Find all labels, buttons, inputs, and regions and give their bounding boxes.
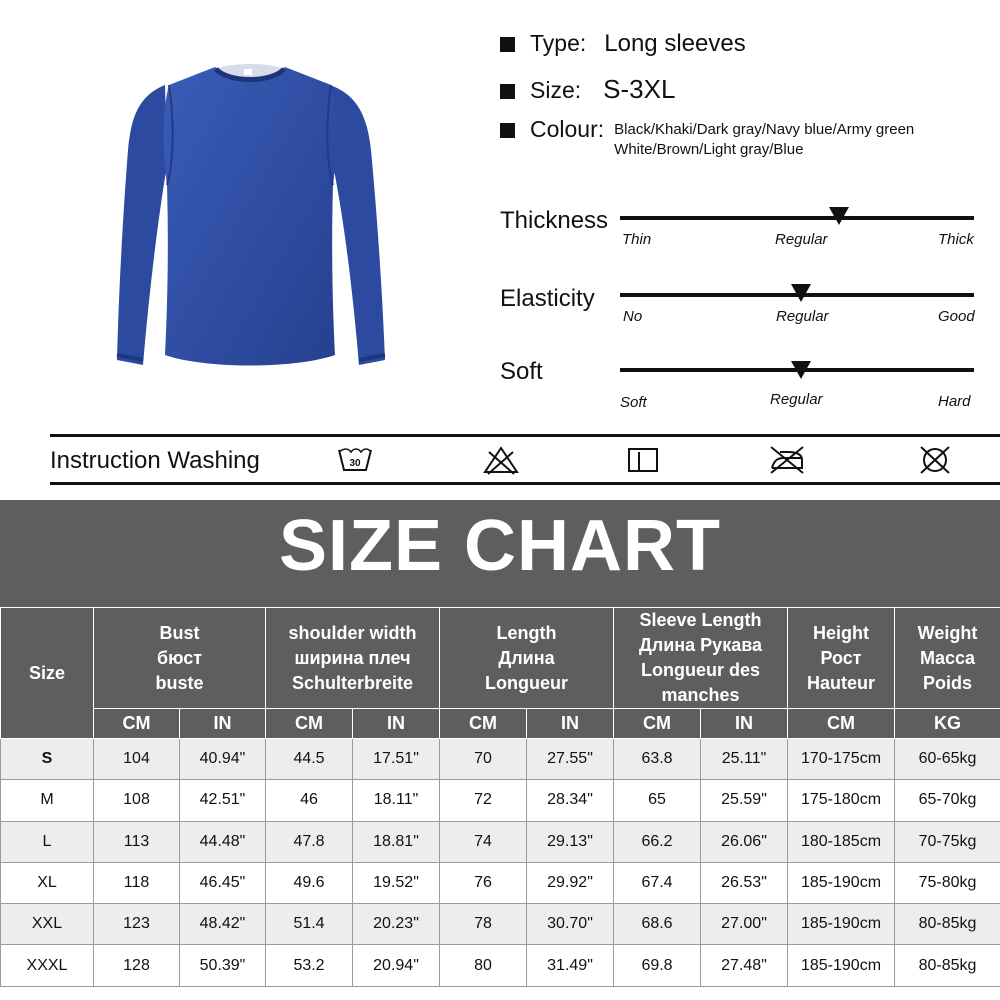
divider-bottom bbox=[50, 482, 1000, 485]
table-cell: 118 bbox=[94, 862, 180, 903]
table-cell: 26.06" bbox=[701, 821, 788, 862]
table-cell: 27.48" bbox=[701, 945, 788, 986]
scale-right-thickness: Thick bbox=[938, 231, 974, 248]
table-cell: 67.4 bbox=[614, 862, 701, 903]
spec-colour-value bbox=[614, 115, 914, 160]
scale-marker-elasticity bbox=[791, 284, 811, 302]
spec-colour-label: Colour: bbox=[530, 116, 605, 142]
table-cell: 49.6 bbox=[266, 862, 353, 903]
table-cell: 46.45" bbox=[180, 862, 266, 903]
unit-cell: CM bbox=[788, 709, 895, 739]
table-cell: 175-180cm bbox=[788, 780, 895, 821]
table-cell: 20.23" bbox=[353, 904, 440, 945]
square-bullet-icon bbox=[500, 84, 515, 99]
colour-line-2: White/Brown/Light gray/Blue bbox=[614, 141, 804, 158]
size-label-cell: S bbox=[1, 739, 94, 780]
table-cell: 46 bbox=[266, 780, 353, 821]
scale-title-soft: Soft bbox=[500, 358, 543, 385]
header-length: Length Длина Longueur bbox=[440, 608, 614, 709]
table-cell: 123 bbox=[94, 904, 180, 945]
spec-size-label: Size: bbox=[530, 77, 582, 103]
header-shoulder-width: shoulder width ширина плеч Schulterbreite bbox=[266, 608, 440, 709]
header-size: Size bbox=[1, 608, 94, 739]
spec-type bbox=[500, 30, 746, 58]
table-row bbox=[1, 862, 1000, 903]
table-cell: 74 bbox=[440, 821, 527, 862]
table-cell: 18.81" bbox=[353, 821, 440, 862]
table-cell: 50.39" bbox=[180, 945, 266, 986]
scale-left-thickness: Thin bbox=[622, 231, 652, 248]
table-cell: 17.51" bbox=[353, 739, 440, 780]
table-cell: 70 bbox=[440, 739, 527, 780]
table-cell: 80-85kg bbox=[895, 945, 1000, 986]
product-shirt-image bbox=[95, 55, 405, 385]
table-cell: 51.4 bbox=[266, 904, 353, 945]
table-cell: 19.52" bbox=[353, 862, 440, 903]
table-cell: 72 bbox=[440, 780, 527, 821]
scale-mid-thickness: Regular bbox=[775, 231, 828, 248]
spec-colour bbox=[500, 115, 914, 160]
table-cell: 104 bbox=[94, 739, 180, 780]
unit-cell: IN bbox=[180, 709, 266, 739]
header-bust: Bust бюст buste bbox=[94, 608, 266, 709]
unit-cell: CM bbox=[266, 709, 353, 739]
table-cell: 180-185cm bbox=[788, 821, 895, 862]
table-cell: 42.51" bbox=[180, 780, 266, 821]
table-cell: 30.70" bbox=[527, 904, 614, 945]
table-cell: 48.42" bbox=[180, 904, 266, 945]
unit-cell: IN bbox=[527, 709, 614, 739]
table-cell: 40.94" bbox=[180, 739, 266, 780]
table-row bbox=[1, 821, 1000, 862]
unit-cell: KG bbox=[895, 709, 1000, 739]
divider-top bbox=[50, 434, 1000, 437]
no-dry-clean-icon bbox=[916, 444, 954, 476]
table-row bbox=[1, 904, 1000, 945]
scale-marker-thickness bbox=[829, 207, 849, 225]
table-cell: 27.55" bbox=[527, 739, 614, 780]
scale-line-thickness bbox=[620, 216, 974, 220]
table-row bbox=[1, 739, 1000, 780]
table-cell: 47.8 bbox=[266, 821, 353, 862]
square-bullet-icon bbox=[500, 37, 515, 52]
table-cell: 113 bbox=[94, 821, 180, 862]
scale-right-elasticity: Good bbox=[938, 308, 975, 325]
table-cell: 80-85kg bbox=[895, 904, 1000, 945]
table-cell: 29.13" bbox=[527, 821, 614, 862]
table-cell: 185-190cm bbox=[788, 945, 895, 986]
wash-temp-label: 30 bbox=[349, 458, 361, 469]
table-cell: 78 bbox=[440, 904, 527, 945]
table-cell: 80 bbox=[440, 945, 527, 986]
table-cell: 27.00" bbox=[701, 904, 788, 945]
table-cell: 108 bbox=[94, 780, 180, 821]
size-label-cell: L bbox=[1, 821, 94, 862]
spec-type-value: Long sleeves bbox=[604, 30, 746, 57]
table-cell: 18.11" bbox=[353, 780, 440, 821]
table-cell: 70-75kg bbox=[895, 821, 1000, 862]
table-units-row bbox=[1, 709, 1000, 739]
table-cell: 66.2 bbox=[614, 821, 701, 862]
scale-title-thickness: Thickness bbox=[500, 207, 609, 234]
spec-type-label: Type: bbox=[530, 30, 587, 56]
table-cell: 31.49" bbox=[527, 945, 614, 986]
scale-right-soft: Hard bbox=[938, 393, 971, 410]
table-cell: 65 bbox=[614, 780, 701, 821]
table-cell: 185-190cm bbox=[788, 904, 895, 945]
table-cell: 29.92" bbox=[527, 862, 614, 903]
no-bleach-icon bbox=[482, 444, 520, 476]
scale-left-soft: Soft bbox=[620, 394, 647, 411]
size-chart-title: SIZE CHART bbox=[279, 506, 721, 586]
table-cell: 44.5 bbox=[266, 739, 353, 780]
scale-marker-soft bbox=[791, 361, 811, 379]
size-chart-table bbox=[0, 607, 1000, 987]
table-cell: 26.53" bbox=[701, 862, 788, 903]
table-cell: 128 bbox=[94, 945, 180, 986]
colour-line-1: Black/Khaki/Dark gray/Navy blue/Army green bbox=[614, 121, 915, 138]
wash-30-icon bbox=[336, 444, 374, 476]
table-cell: 28.34" bbox=[527, 780, 614, 821]
table-cell: 25.59" bbox=[701, 780, 788, 821]
size-label-cell: XXL bbox=[1, 904, 94, 945]
scale-mid-soft: Regular bbox=[770, 391, 823, 408]
spec-size bbox=[500, 74, 675, 105]
table-cell: 185-190cm bbox=[788, 862, 895, 903]
table-row bbox=[1, 945, 1000, 986]
table-cell: 60-65kg bbox=[895, 739, 1000, 780]
table-row bbox=[1, 780, 1000, 821]
unit-cell: CM bbox=[614, 709, 701, 739]
table-cell: 63.8 bbox=[614, 739, 701, 780]
table-cell: 170-175cm bbox=[788, 739, 895, 780]
scale-title-elasticity: Elasticity bbox=[500, 285, 595, 312]
table-cell: 76 bbox=[440, 862, 527, 903]
table-cell: 69.8 bbox=[614, 945, 701, 986]
header-sleeve-length: Sleeve Length Длина Рукава Longueur des manches bbox=[614, 608, 788, 709]
unit-cell: CM bbox=[440, 709, 527, 739]
table-cell: 25.11" bbox=[701, 739, 788, 780]
table-cell: 20.94" bbox=[353, 945, 440, 986]
unit-cell: IN bbox=[353, 709, 440, 739]
size-chart-body bbox=[1, 739, 1000, 987]
table-cell: 44.48" bbox=[180, 821, 266, 862]
header-height: Height Рост Hauteur bbox=[788, 608, 895, 709]
table-header-row bbox=[1, 608, 1000, 709]
size-label-cell: XL bbox=[1, 862, 94, 903]
table-cell: 65-70kg bbox=[895, 780, 1000, 821]
size-label-cell: M bbox=[1, 780, 94, 821]
square-bullet-icon bbox=[500, 123, 515, 138]
unit-cell: CM bbox=[94, 709, 180, 739]
table-cell: 68.6 bbox=[614, 904, 701, 945]
washing-title: Instruction Washing bbox=[50, 447, 260, 474]
unit-cell: IN bbox=[701, 709, 788, 739]
spec-size-value: S-3XL bbox=[603, 74, 676, 104]
size-label-cell: XXXL bbox=[1, 945, 94, 986]
dry-flat-icon bbox=[624, 444, 662, 476]
header-weight: Weight Macca Poids bbox=[895, 608, 1000, 709]
scale-mid-elasticity: Regular bbox=[776, 308, 829, 325]
table-cell: 75-80kg bbox=[895, 862, 1000, 903]
scale-left-elasticity: No bbox=[623, 308, 643, 325]
table-cell: 53.2 bbox=[266, 945, 353, 986]
no-iron-icon bbox=[768, 444, 806, 476]
